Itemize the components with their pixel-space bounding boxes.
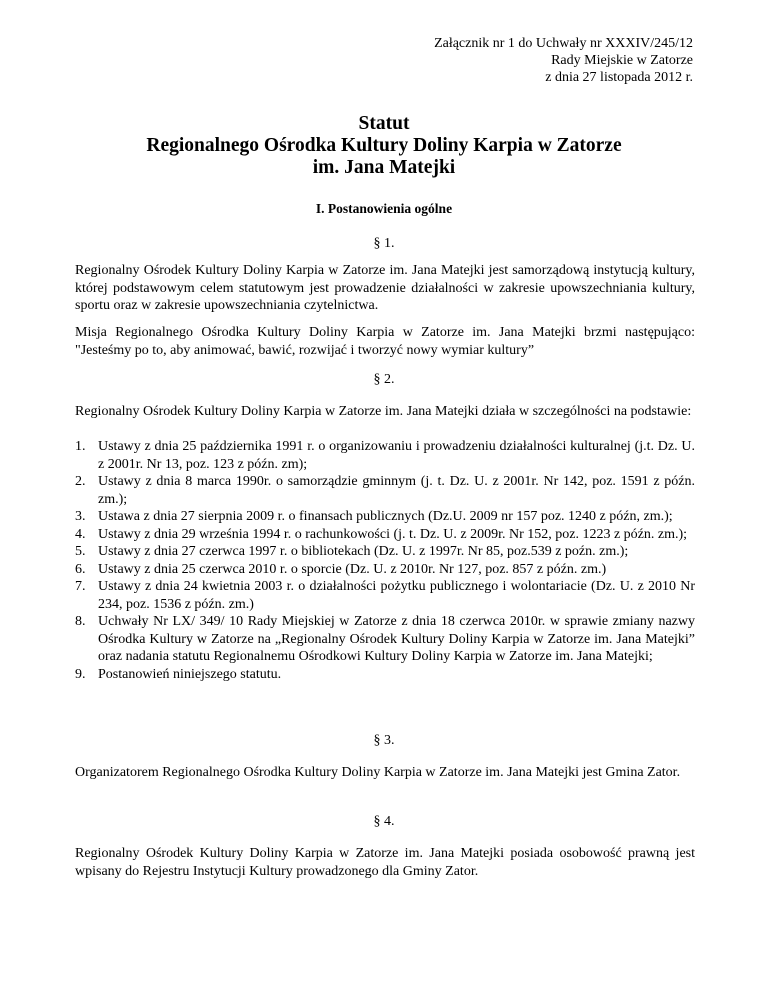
- list-number: 2.: [75, 474, 86, 489]
- legal-basis-list: [75, 438, 695, 683]
- list-number: 7.: [75, 579, 86, 594]
- list-text: Ustawy z dnia 25 października 1991 r. o organizowaniu i prowadzeniu działalności kulturalnej (j.t. Dz. U. z 2001r. Nr 13, poz. 123 z późn. zm);: [98, 439, 695, 472]
- list-item: [75, 473, 695, 508]
- paragraph-mark-1: § 1.: [373, 236, 395, 251]
- list-number: 8.: [75, 614, 86, 629]
- list-item: [75, 666, 695, 684]
- list-text: Ustawy z dnia 8 marca 1990r. o samorządzie gminnym (j. t. Dz. U. z 2001r. Nr 142, poz. 1591 z późn. zm.);: [98, 474, 695, 507]
- list-text: Ustawy z dnia 24 kwietnia 2003 r. o działalności pożytku publicznego i wolontariacie (Dz. U. z 2010 Nr 234, poz. 1536 z późn. zm.): [98, 579, 695, 612]
- paragraph-2-intro: Regionalny Ośrodek Kultury Doliny Karpia w Zatorze im. Jana Matejki działa w szczególności na podstawie:: [75, 404, 692, 419]
- title-line-3: im. Jana Matejki: [312, 157, 456, 178]
- list-number: 6.: [75, 561, 86, 577]
- list-text: Ustawy z dnia 29 września 1994 r. o rachunkowości (j. t. Dz. U. z 2009r. Nr 152, poz. 1223 z późn. zm.);: [98, 526, 688, 542]
- annex-note: [293, 35, 693, 86]
- paragraph-4-text: Regionalny Ośrodek Kultury Doliny Karpia w Zatorze im. Jana Matejki posiada osobowość prawną jest wpisany do Rejestru Instytucji Kultury prowadzonego dla Gminy Zator.: [75, 846, 695, 879]
- paragraph-3-text: Organizatorem Regionalnego Ośrodka Kultury Doliny Karpia w Zatorze im. Jana Matejki jest Gmina Zator.: [75, 765, 681, 780]
- list-number: 3.: [75, 509, 86, 524]
- list-item: [75, 561, 695, 579]
- annex-line-3: z dnia 27 listopada 2012 r.: [545, 70, 693, 85]
- list-number: 5.: [75, 544, 86, 559]
- list-item: [75, 543, 695, 561]
- annex-line-1: Załącznik nr 1 do Uchwały nr XXXIV/245/12: [434, 36, 693, 51]
- list-number: 9.: [75, 666, 86, 682]
- list-text: Ustawa z dnia 27 sierpnia 2009 r. o finansach publicznych (Dz.U. 2009 nr 157 poz. 1240 z późn, zm.);: [98, 509, 673, 524]
- paragraph-mark-3: § 3.: [373, 733, 395, 748]
- paragraph-mark-2: § 2.: [373, 372, 395, 387]
- list-number: 1.: [75, 439, 86, 454]
- list-number: 4.: [75, 526, 86, 542]
- paragraph-1-mission: Misja Regionalnego Ośrodka Kultury Doliny Karpia w Zatorze im. Jana Matejki brzmi następująco: "Jesteśmy po to, aby animować, bawić, rozwijać i tworzyć nowy wymiar kultury”: [75, 325, 695, 358]
- title-line-1: Statut: [358, 113, 410, 134]
- section-heading: I. Postanowienia ogólne: [315, 201, 453, 216]
- paragraph-1-text: Regionalny Ośrodek Kultury Doliny Karpia w Zatorze im. Jana Matejki jest samorządową instytucją kultury, której podstawowym celem statutowym jest prowadzenie działalności w zakresie upowszechniania kultury, sportu oraz w zakresie upowszechniania czytelnictwa.: [75, 263, 695, 313]
- list-text: Ustawy z dnia 25 czerwca 2010 r. o sporcie (Dz. U. z 2010r. Nr 127, poz. 857 z późn. zm.): [98, 561, 607, 577]
- list-item: [75, 578, 695, 613]
- paragraph-mark-4: § 4.: [373, 814, 395, 829]
- list-item: [75, 438, 695, 473]
- list-text: Postanowień niniejszego statutu.: [98, 666, 282, 682]
- annex-line-2: Rady Miejskie w Zatorze: [551, 53, 693, 68]
- document-title: [0, 113, 768, 179]
- list-item: [75, 508, 695, 526]
- title-line-2: Regionalnego Ośrodka Kultury Doliny Karpia w Zatorze: [146, 135, 622, 156]
- list-item: [75, 613, 695, 666]
- list-text: Ustawy z dnia 27 czerwca 1997 r. o bibliotekach (Dz. U. z 1997r. Nr 85, poz.539 z poźn. zm.);: [98, 544, 629, 559]
- list-text: Uchwały Nr LX/ 349/ 10 Rady Miejskiej w Zatorze z dnia 18 czerwca 2010r. w sprawie zmiany nazwy Ośrodka Kultury w Zatorze na „Regionalny Ośrodek Kultury Doliny Karpia w Zatorze im. Jana Matejki” oraz nadania statutu Regionalnemu Ośrodkowi Kultury Doliny Karpia w Zatorze im. Jana Matejki;: [98, 614, 695, 664]
- list-item: [75, 526, 695, 544]
